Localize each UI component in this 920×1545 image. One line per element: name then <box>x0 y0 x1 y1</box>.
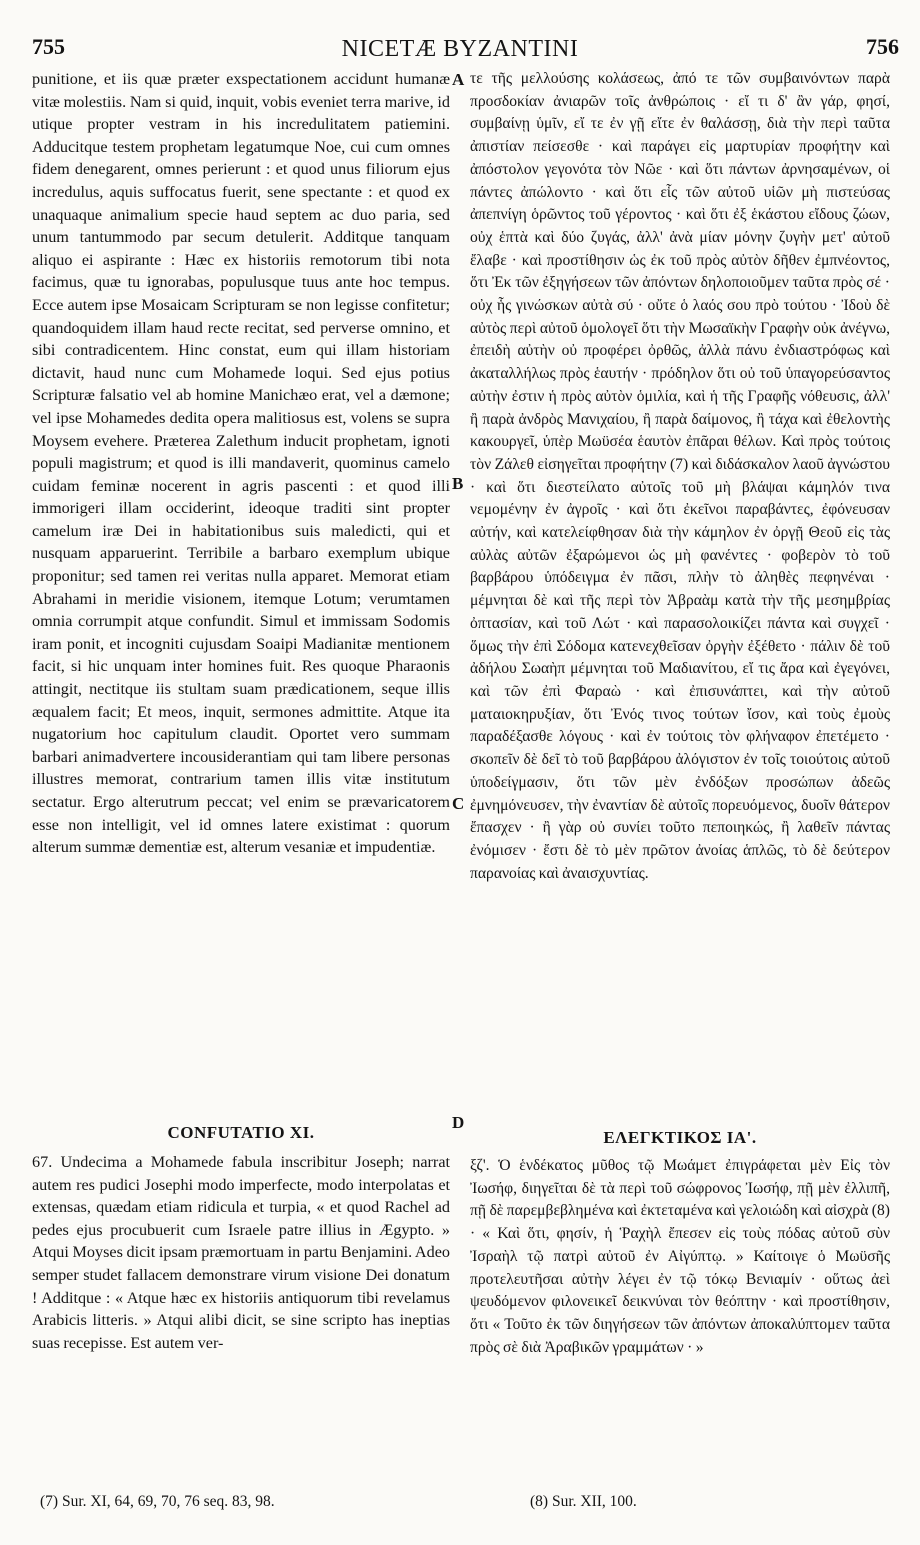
latin-column-text: punitione, et iis quæ præter exspectationem accidunt humanæ vitæ molestiis. Nam si quid, inquit, vobis eveniet terra marive, id utique propter vestram in his incredulitatem patiemini. Adducitque testem prophetam legatumque Noe, cui cum omnes fidem denegarent, omnes perierunt : et quod unus filiorum ejus incredulus, aquis suffocatus fuerit, sene spectante : et quod ex unaquaque animalium specie haud septem ac duo paria, sed unum tantummodo par secum detulerit. Additque tanquam aliquo ei aspirante : Hæc ex historiis remotorum tibi nota facimus, quæ tu ignorabas, populusque tuus ante hoc tempus. Ecce autem ipse Mosaicam Scripturam se non legisse confitetur; quandoquidem illam haud recte recitat, sed perverse omnino, et sibi contradicentem. Hinc constat, eum qui illam historiam dictavit, haud nunc cum Mohamede loqui. Sed ejus potius Scripturæ falsatio vel ab homine Manichæo erat, vel a dæmone; vel ipse Mohamedes dedita opera malitiosus est, volens se supra Moysem evehere. Præterea Zalethum inducit prophetam, ignoti populi magistrum; et quod is illi mandaverit, quominus camelo cuidam feminæ nocerent in agris pascenti : et quod illi immorigeri illam occiderint, ideoque traditi sint propter camelum iræ Dei in habitationibus suis maledicti, qui et nusquam apparuerint. Terribile a barbaro exemplum ubique proponitur; sed tamen rei veritas nulla apparet. Memorat etiam Abrahami in meridie visionem, itemque Lotum; verumtamen omnia corrumpit atque confundit. Simul et immissam Sodomis iram ponit, et incogniti cujusdam Soaipi Madianitæ mentionem facit, si hic unquam inter homines fuit. Res quoque Pharaonis attingit, nectitque iis stultam suam prædicationem, seque illis æqualem facit; Et meos, inquit, sermones admittite. Atque ita nugatorium hoc capitulum claudit. Oportet vero summam barbari animadvertere incousiderantiam qui tam libere personas illustres memorat, contrarium tamen illis vitæ institutum sectatur. Ergo alterutrum peccat; vel enim se prævaricatorem esse non intelligit, vel id omnes latere existimat : quorum alterum summæ dementiæ est, alterum vesaniæ et impudentiæ. <box>32 70 450 857</box>
page-number-right: 756 <box>866 34 899 59</box>
margin-marker-d: D <box>452 1113 465 1132</box>
greek-column-text-continued: ξζ'. Ὁ ἑνδέκατος μῦθος τῷ Μωάμετ ἐπιγράφεται μὲν Εἰς τὸν Ἰωσήφ, διηγεῖται δὲ τὰ περὶ τοῦ σώφρονος Ἰωσήφ, πῇ μὲν ἐλλιπῆ, πῇ δὲ παρεμβεβλημένα καὶ ἐκτεταμένα καὶ γελοιώδη καὶ αἰσχρὰ (8) · « Καὶ ὅτι, φησίν, ἡ Ῥαχὴλ ἔπεσεν εἰς τοὺς πόδας αὐτοῦ σὺν Ἰσραὴλ τῷ πατρὶ αὐτοῦ ἐν Αἰγύπτῳ. » Καίτοιγε ὁ Μωϋσῆς προτελευτῆσαι αὐτὴν λέγει ἐν τῷ τόκῳ Βενιαμίν · οὕτως ἀεὶ ψευδόμενον φιλονεικεῖ δεικνύναι τὸν θεόπτην · καὶ προστίθησιν, ὅτι « Τοῦτο ἐκ τῶν διηγήσεων τῶν ἀπόντων ἀποκαλύπτομεν ταῦτα πρὸς σὲ διὰ Ἀραβικῶν γραμμάτων · » <box>470 1157 890 1356</box>
greek-column-text: τε τῆς μελλούσης κολάσεως, ἀπό τε τῶν συμβαινόντων παρὰ προσδοκίαν ἀνιαρῶν τοῖς ἀνθρώποις · εἴ τι δ' ἂν γάρ, φησί, συμβαίνῃ ὑμῖν, εἴ τε ἐν γῇ εἴτε ἐν θαλάσσῃ, διὰ τὴν περὶ ταῦτα ἀπιστίαν πείσεσθε · καὶ παράγει εἰς μαρτυρίαν προφήτην καὶ ἀπόστολον γεγονότα τὸν Νῶε · καὶ ὅτι πάντων ἀρνησαμένων, οἱ πάντες ἀπώλοντο · καὶ ὅτι εἷς τῶν αὐτοῦ υἱῶν μὴ πιστεύσας ἀπεπνίγη ὁρῶντος τοῦ γέροντος · καὶ ὅτι ἐξ ἑκάστου εἴδους ζώων, οὐχ ἑπτὰ καὶ δύο ζυγάς, ἀλλ' ἀνὰ μίαν μόνην ζυγὴν μετ' αὐτοῦ ἔλαβε · καὶ προστίθησιν ὡς ἐκ τοῦ πρὸς αὐτὸν δῆθεν ἐμπνέοντος, ὅτι Ἐκ τῶν ἐξηγήσεων τῶν ἀπόντων δηλοποιοῦμεν ταῦτα πρὸς σέ · οὐχ ἧς γινώσκων αὐτὰ σύ · οὔτε ὁ λαός σου πρὸ τούτου · Ἰδοὺ δὲ αὐτὸς περὶ αὐτοῦ ὁμολογεῖ ὅτι τὴν Μωσαϊκὴν Γραφὴν οὐκ ἀνέγνω, ἐπειδὴ αὐτὴν οὐ προφέρει ὀρθῶς, ἀλλὰ πάνυ ἐνδιαστρόφως καὶ ἀκαταλλήλως πρὸς ἑαυτήν · πρόδηλον ὅτι οὐ τοῦ ὑπαγορεύσαντος αὐτὴν ἐστιν ἡ πρὸς αὐτὸν ὁμιλία, καὶ ἡ τῆς Γραφῆς νόθευσις, ἀλλ' ἢ παρὰ ἀνδρὸς Μανιχαίου, ἢ παρὰ δαίμονος, ἢ τάχα καὶ ἐθελοντὴς κακουργεῖ, ὑπὲρ Μωϋσέα ἑαυτὸν ἐπᾶραι θέλων. Καὶ πρὸς τούτοις τὸν Ζάλεθ εἰσηγεῖται προφήτην (7) καὶ διδάσκαλον λαοῦ ἀγνώστου · καὶ ὅτι διεστείλατο αὐτοῖς τοῦ μὴ βλάψαι κάμηλόν τινα νεμομένην ἐν ἀγροῖς · καὶ ὅτι ἐκεῖνοι παραβάντες, ἐφόνευσαν αὐτήν, καὶ κατελείφθησαν διὰ τὴν κάμηλον ἐν ὀργῇ Θεοῦ εἰς τὰς αὐλὰς αὐτῶν ἐξαρώμενοι ὡς μὴ φανέντες · φοβερὸν τὸ τοῦ βαρβάρου ὑπόδειγμα ἐν πᾶσι, πλὴν τὸ ἀληθὲς πεφηνέναι · μέμνηται δὲ καὶ τῆς περὶ τὸν Ἀβραὰμ κατὰ τὴν τῆς μεσημβρίας ὀπτασίαν, καὶ τοῦ Λώτ · καὶ παρασολοικίζει πάντα καὶ συγχεῖ · ὅμως τὴν ἐπὶ Σόδομα κατενεχθεῖσαν ὀργὴν ἐξέθετο · πάλιν δὲ τοῦ ἀδήλου Σωαὴπ μέμνηται τοῦ Μαδιανίτου, εἴ τις ἄρα καὶ ἐγεγόνει, καὶ τῶν ἐπὶ Φαραὼ · καὶ ἐπισυνάπτει, καὶ τὴν αὐτοῦ ματαιοκηρυξίαν, ὅτι Ἐνός τινος τούτων ἴσον, καὶ τοὺς ἐμοὺς παραδέξασθε λόγους · καὶ ἐν τούτοις τὸν φλήναφον ἐπετέμετο · σκοπεῖν δὲ δεῖ τὸ τοῦ βαρβάρου ἀλόγιστον ἐν τοῖς τοιούτοις αὐτοῦ ὑποδείγμασιν, ὅτι τῶν μὲν ἐνδόξων προσώπων ἀδεῶς ἐμνημόνευσεν, τὴν ἐναντίαν δὲ αὐτοῖς πορευόμενος, δυοῖν θάτερον ἔπασχεν · ἢ γὰρ οὐ συνίει τοῦτο πεποιηκώς, ἢ λαθεῖν πάντας ἐνόμισεν · ἔστι δὲ τὸ μὲν πρῶτον ἀνοίας ἁπλῶς, τὸ δὲ δεύτερον παρανοίας καὶ ἀναισχυντίας. <box>470 70 890 882</box>
latin-column-text-continued: 67. Undecima a Mohamede fabula inscribitur Joseph; narrat autem res pudici Josephi modo imperfecte, modo interpolatas et extensas, quædam etiam ridicula et turpia, « et quod Rachel ad pedes ejus procubuerit cum Israele patre illius in Ægypto. » Atqui Moyses dicit ipsam præmortuam in partu Benjamini. Adeo semper studet fallacem demonstrare virum visione Dei donatum ! Additque : « Atque hæc ex historiis antiquorum tibi revelamus Arabicis litteris. » Atqui alibi dicit, se sine scripto has ineptias suas recepisse. Est autem ver- <box>32 1153 450 1352</box>
margin-marker-c: C <box>452 794 465 813</box>
footnote-left: (7) Sur. XI, 64, 69, 70, 76 seq. 83, 98. <box>40 1493 275 1510</box>
page-number-left: 755 <box>32 34 65 59</box>
greek-section-title: ΕΛΕΓΚΤΙΚΟΣ ΙΑ'. <box>603 1128 757 1147</box>
margin-marker-b: B <box>452 474 464 493</box>
margin-marker-a: A <box>452 70 465 89</box>
latin-section-title: CONFUTATIO XI. <box>167 1123 315 1142</box>
footnote-right: (8) Sur. XII, 100. <box>530 1493 637 1510</box>
running-head: NICETÆ BYZANTINI <box>341 36 579 62</box>
